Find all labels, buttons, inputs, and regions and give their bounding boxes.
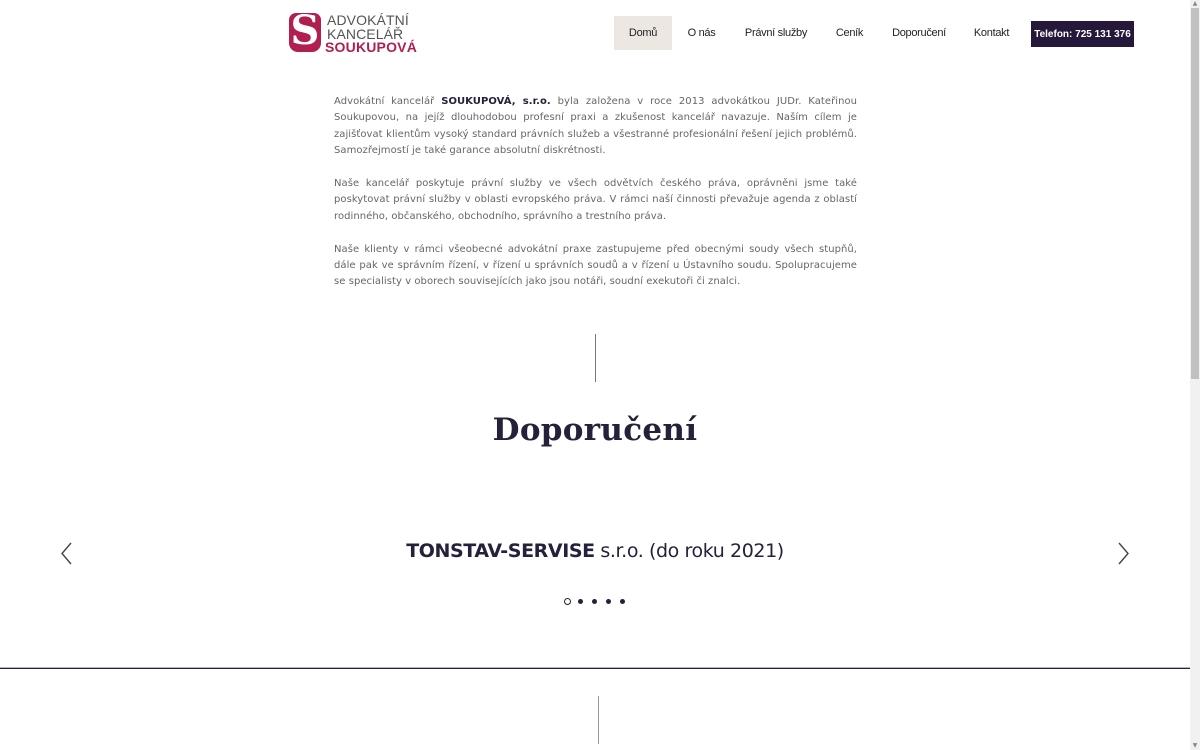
carousel-dot-4[interactable] — [606, 599, 611, 604]
logo-paragraph-icon — [289, 13, 321, 52]
testimonial-slide — [0, 540, 1190, 562]
scroll-up-arrow-icon[interactable]: ▲ — [1192, 0, 1198, 7]
decorative-vertical-line-2 — [598, 696, 599, 744]
nav-item-o-nas[interactable]: O nás — [687, 27, 716, 39]
testimonial-company: TONSTAV-SERVISE — [406, 540, 595, 562]
intro-paragraph-1 — [334, 94, 857, 160]
intro-p1-start: Advokátní kancelář — [334, 96, 442, 107]
company-name: SOUKUPOVÁ, s.r.o. — [441, 96, 551, 107]
carousel-dot-2[interactable] — [578, 599, 583, 604]
intro-text — [334, 94, 857, 307]
decorative-vertical-line — [595, 334, 596, 382]
carousel-dot-1[interactable] — [564, 598, 571, 605]
nav-item-doporuceni[interactable]: Doporučení — [892, 27, 946, 39]
section-title-doporuceni: Doporučení — [492, 412, 698, 448]
scroll-down-arrow-icon[interactable]: ▼ — [1192, 742, 1198, 749]
site-header — [0, 0, 1190, 66]
testimonial-suffix: s.r.o. (do roku 2021) — [594, 540, 784, 562]
logo[interactable] — [288, 12, 418, 56]
nav-item-domu[interactable]: Domů — [614, 16, 672, 50]
nav-item-kontakt[interactable]: Kontakt — [973, 27, 1010, 39]
nav-item-pravni-sluzby[interactable]: Právní služby — [744, 27, 808, 39]
scrollbar-thumb[interactable] — [1191, 8, 1199, 379]
intro-p1-end: byla založena v roce 2013 advokátkou JUDr. Kateřinou Soukupovou, na jejíž dlouhodobou profesní praxi a zkušenost kancelář navazuje. Naším cílem je zajišťovat klientům vysoký standard právních služeb a všestranné profesionální řešení jejich problémů. Samozřejmostí je také garance absolutní diskrétnosti. — [334, 96, 858, 157]
logo-text-line1: ADVOKÁTNÍ — [327, 12, 409, 28]
page-scrollbar[interactable] — [1190, 0, 1200, 750]
logo-text-line3: SOUKUPOVÁ — [325, 39, 418, 55]
intro-paragraph-3: Naše klienty v rámci všeobecné advokátní praxe zastupujeme před obecnými soudy všech stupňů, dále pak ve správním řízení, v řízení u správních soudů a v řízení u Ústavního soudu. Spolupracujeme se specialisty v oborech souvisejících jako jsou notáři, soudní exekutoři či znalci. — [334, 243, 857, 288]
logo-text-line2: KANCELÁŘ — [327, 26, 404, 42]
phone-button[interactable]: Telefon: 725 131 376 — [1031, 21, 1134, 47]
nav-item-cenik[interactable]: Ceník — [835, 27, 864, 39]
carousel-pagination — [564, 597, 634, 605]
logo-mark-glyph: S — [290, 13, 320, 52]
carousel-dot-5[interactable] — [620, 599, 625, 604]
main-nav — [614, 16, 1023, 50]
intro-paragraph-2: Naše kancelář poskytuje právní služby ve všech odvětvích českého práva, oprávněni jsme také poskytovat právní služby v oblasti evropského práva. V rámci naší činnosti převažuje agenda z oblastí rodinného, občanského, obchodního, správního a trestního práva. — [334, 178, 857, 222]
section-divider — [0, 667, 1190, 669]
carousel-dot-3[interactable] — [592, 599, 597, 604]
